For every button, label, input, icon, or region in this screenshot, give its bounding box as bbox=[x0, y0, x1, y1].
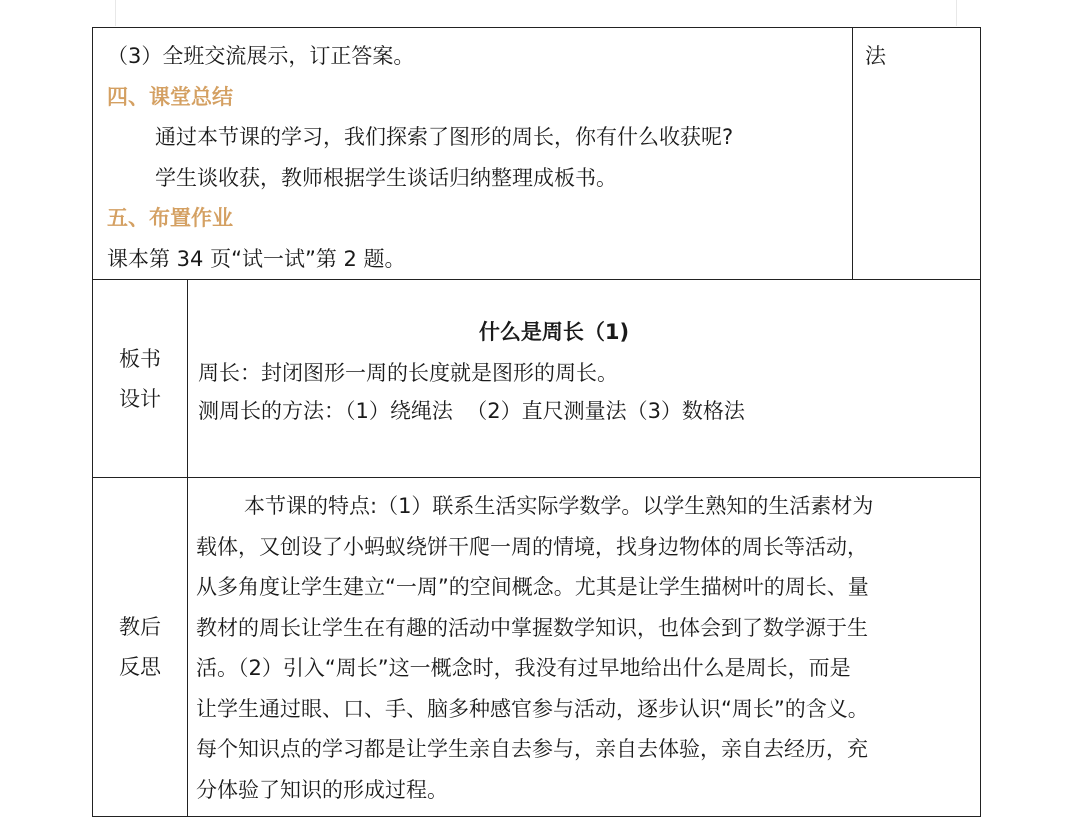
board-design-label-line2: 设计 bbox=[119, 386, 161, 411]
summary-question: 通过本节课的学习，我们探索了图形的周长，你有什么收获呢? bbox=[155, 125, 734, 149]
reflection-line: 活。（2）引入“周长”这一概念时，我没有过早地给出什么是周长，而是 bbox=[196, 656, 851, 680]
board-design-label-cell bbox=[93, 280, 188, 478]
method-cell bbox=[853, 28, 981, 280]
page-top-margin bbox=[115, 0, 957, 26]
reflection-line: 分体验了知识的形成过程。 bbox=[196, 777, 448, 802]
reflection-label-line1: 教后 bbox=[119, 615, 161, 639]
summary-heading: 四、课堂总结 bbox=[107, 84, 233, 109]
teaching-process-cell bbox=[93, 28, 853, 280]
reflection-line: 本节课的特点:（1）联系生活实际学数学。以学生熟知的生活素材为 bbox=[244, 494, 874, 518]
board-design-content bbox=[188, 280, 981, 478]
reflection-line: 从多角度让学生建立“一周”的空间概念。尤其是让学生描树叶的周长、量 bbox=[196, 575, 869, 599]
summary-answer: 学生谈收获，教师根据学生谈话归纳整理成板书。 bbox=[155, 165, 617, 190]
reflection-line: 载体，又创设了小蚂蚁绕饼干爬一周的情境，找身边物体的周长等活动， bbox=[196, 534, 868, 559]
board-methods: 测周长的方法：（1）绕绳法 （2）直尺测量法（3）数格法 bbox=[198, 399, 745, 423]
reflection-label-line2: 反思 bbox=[119, 655, 161, 679]
reflection-line: 每个知识点的学习都是让学生亲自去参与，亲自去体验，亲自去经历，充 bbox=[196, 737, 868, 761]
board-design-label-line1: 板书 bbox=[119, 346, 161, 371]
teaching-process-row bbox=[93, 28, 981, 280]
reflection-row bbox=[93, 478, 981, 817]
board-design-row bbox=[93, 280, 981, 478]
reflection-line: 让学生通过眼、口、手、脑多种感官参与活动，逐步认识“周长”的含义。 bbox=[196, 696, 869, 721]
reflection-label-cell bbox=[93, 478, 188, 817]
method-cell-text: 法 bbox=[865, 44, 886, 68]
homework-text: 课本第 34 页“试一试”第 2 题。 bbox=[107, 246, 406, 271]
homework-heading: 五、布置作业 bbox=[107, 206, 233, 230]
board-title: 什么是周长（1) bbox=[478, 320, 630, 344]
reflection-content bbox=[188, 478, 981, 817]
lesson-plan-table bbox=[92, 27, 981, 817]
reflection-line: 教材的周长让学生在有趣的活动中掌握数学知识，也体会到了数学源于生 bbox=[196, 615, 868, 640]
step-3-text: （3）全班交流展示，订正答案。 bbox=[107, 44, 415, 68]
board-definition: 周长：封闭图形一周的长度就是图形的周长。 bbox=[198, 361, 618, 385]
